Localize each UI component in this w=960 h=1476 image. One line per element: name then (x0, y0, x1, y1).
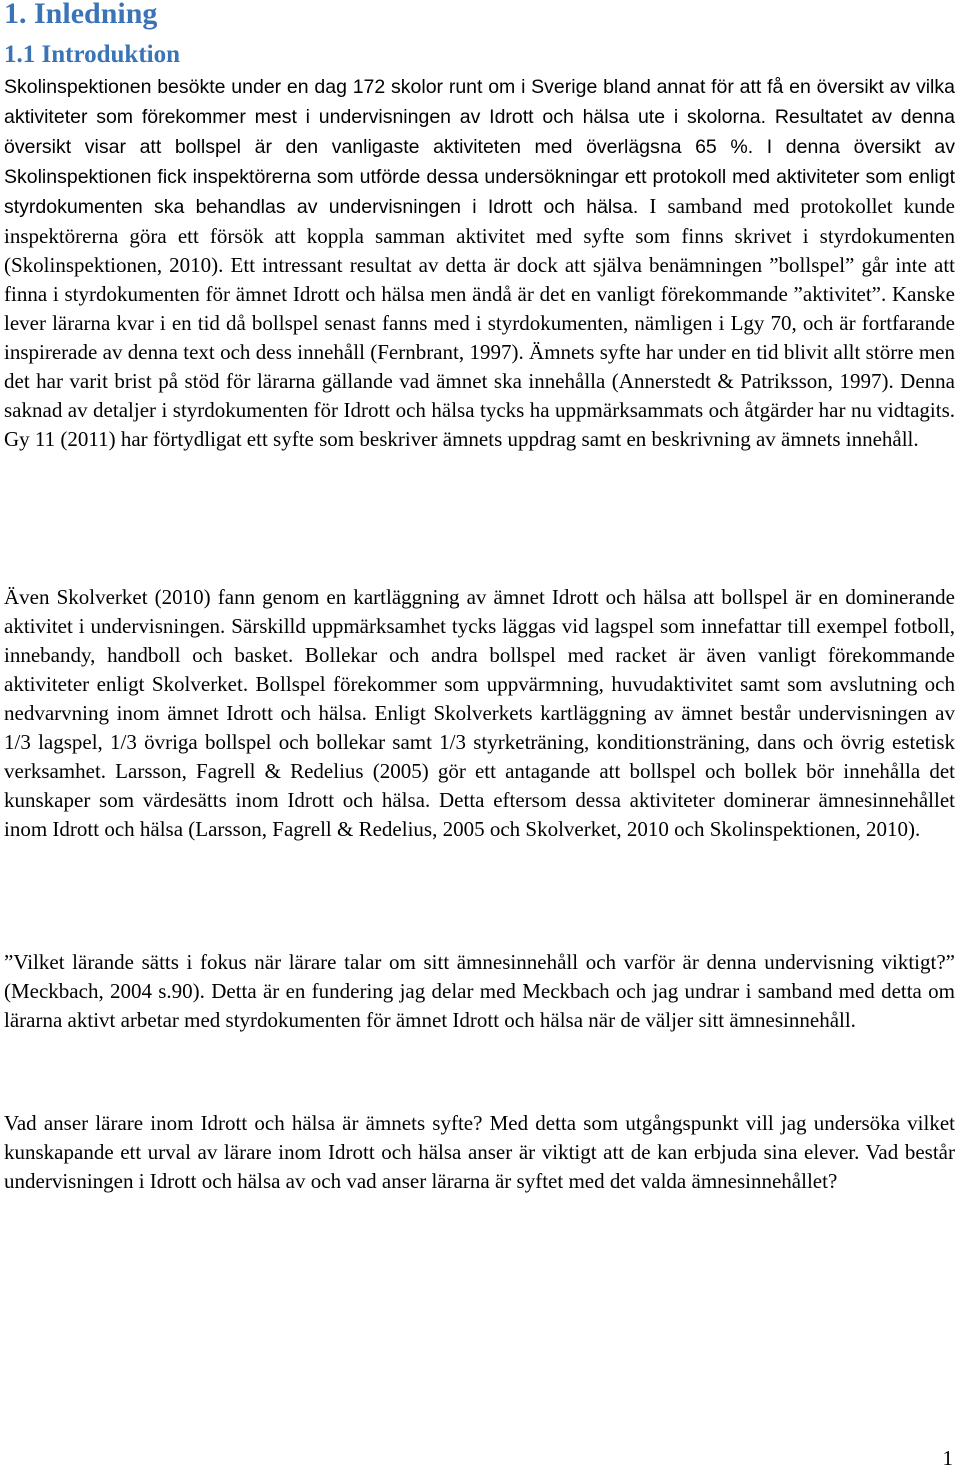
section-heading: 1.1 Introduktion (4, 41, 180, 68)
page-number: 1 (942, 1446, 953, 1470)
chapter-heading: 1. Inledning (4, 0, 158, 30)
paragraph-research-question: Vad anser lärare inom Idrott och hälsa är ämnets syfte? Med detta som utgångspunkt vill jag undersöka vilket kunskapande ett urval av lärare inom Idrott och hälsa anser är viktigt att de kan erbjuda sina elever. Vad består undervisningen i Idrott och hälsa av och vad anser lärarna är syftet med det valda ämnesinnehållet? (4, 1111, 955, 1193)
paragraph-intro-segment-b: I denna översikt av Skolinspektionen fick inspektörerna som utförde dessa undersökningar ett protokoll med aktiviteter som enligt styrdokumenten ska behandlas av undervisningen i Idrott och hälsa. (4, 136, 956, 218)
paragraph-intro-segment-c: I samband med protokollet kunde inspektörerna göra ett försök att koppla samman aktivitet med syfte som finns skrivet i styrdokumenten (Skolinspektionen, 2010). Ett intressant resultat av detta är dock att själva benämningen ”bollspel” går inte att finna i styrdokumenten för ämnet Idrott och hälsa men ändå är det en vanligt förekommande ”aktivitet”. Kanske lever lärarna kvar i en tid då bollspel senast fanns med i styrdokumenten, nämligen i Lgy 70, och är fortfarande inspirerade av denna text och dess innehåll (Fernbrant, 1997). Ämnets syfte har under en tid blivit allt större men det har varit brist på stöd för lärarna gällande vad ämnet ska innehålla (Annerstedt & Patriksson, 1997). Denna saknad av detaljer i styrdokumenten för Idrott och hälsa tycks ha uppmärksammats och åtgärder har nu vidtagits. Gy 11 (2011) har förtydligat ett syfte som beskriver ämnets uppdrag samt en beskrivning av ämnets innehåll. (4, 194, 955, 451)
paragraph-intro (4, 72, 955, 454)
paragraph-intro-segment-a: Skolinspektionen besökte under en dag 172 skolor runt om i Sverige bland annat för att få en översikt av vilka aktiviteter som förekommer mest i undervisningen av Idrott och hälsa ute i skolorna. Resultatet av denna översikt visar att bollspel är den vanligaste aktiviteten med överlägsna 65 %. (4, 76, 955, 158)
paragraph-meckbach: ”Vilket lärande sätts i fokus när lärare talar om sitt ämnesinnehåll och varför är denna undervisning viktigt?” (Meckbach, 2004 s.90). Detta är en fundering jag delar med Meckbach och jag undrar i samband med detta om lärarna aktivt arbetar med styrdokumenten för ämnet Idrott och hälsa när de väljer sitt ämnesinnehåll. (4, 950, 955, 1032)
paragraph-skolverket: Även Skolverket (2010) fann genom en kartläggning av ämnet Idrott och hälsa att bollspel är en dominerande aktivitet i undervisningen. Särskilld uppmärksamhet tycks läggas vid lagspel som innefattar till exempel fotboll, innebandy, handboll och basket. Bollekar och andra bollspel med racket är även vanligt förekommande aktiviteter enligt Skolverket. Bollspel förekommer som uppvärmning, huvudaktivitet samt som avslutning och nedvarvning inom ämnet Idrott och hälsa. Enligt Skolverkets kartläggning av ämnet består undervisningen av 1/3 lagspel, 1/3 övriga bollspel och bollekar samt 1/3 styrketräning, konditionsträning, dans och övrig estetisk verksamhet. Larsson, Fagrell & Redelius (2005) gör ett antagande att bollspel och bollek bör innehålla det kunskaper som värdesätts inom Idrott och hälsa. Detta eftersom dessa aktiviteter dominerar ämnesinnehållet inom Idrott och hälsa (Larsson, Fagrell & Redelius, 2005 och Skolverket, 2010 och Skolinspektionen, 2010). (4, 585, 955, 841)
